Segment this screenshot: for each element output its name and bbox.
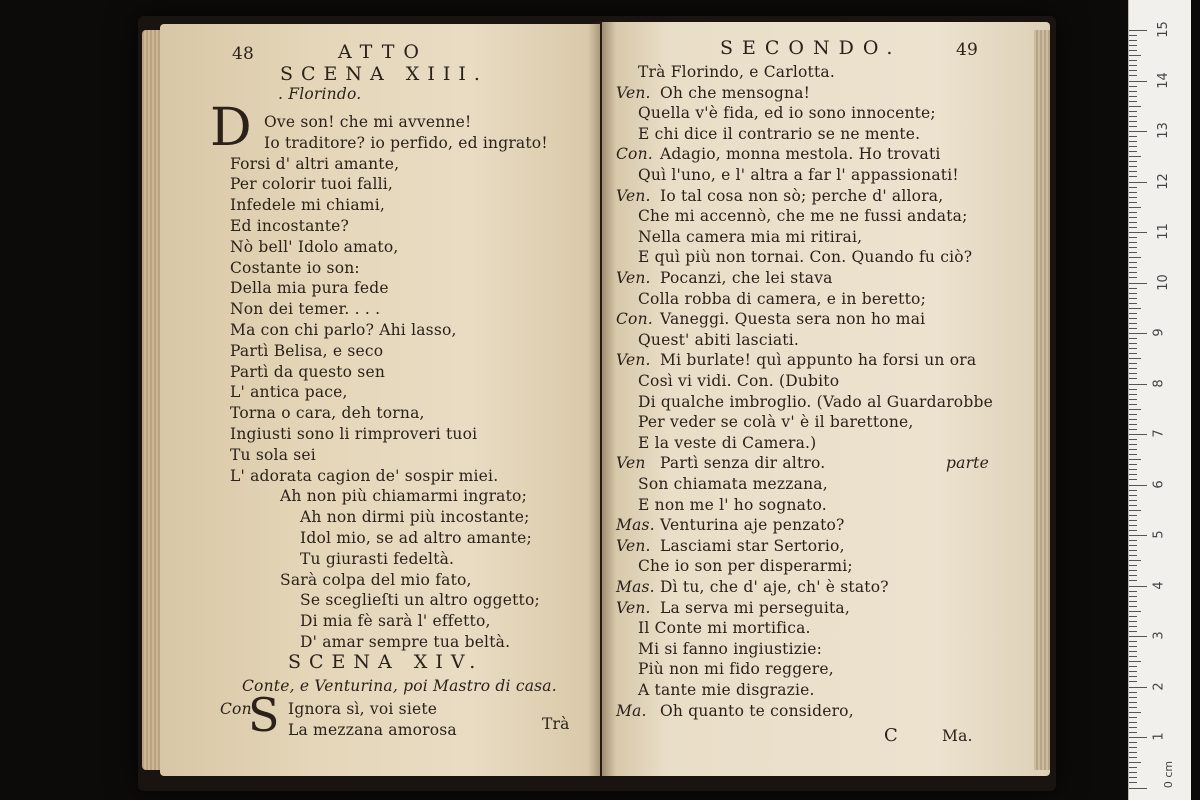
- ruler-tick: [1129, 116, 1137, 117]
- verse-line: Più non mi fido reggere,: [638, 660, 834, 679]
- ruler-tick: [1129, 606, 1137, 607]
- ruler-tick: [1129, 772, 1137, 773]
- speaker-label: Mas.: [616, 578, 655, 596]
- measurement-ruler: [1128, 0, 1191, 800]
- speaker-label: Ma.: [616, 701, 647, 720]
- verse-line: Nella camera mia mi ritirai,: [638, 227, 863, 246]
- verse-line: Quest' abiti lasciati.: [638, 330, 800, 349]
- ruler-tick: [1129, 283, 1147, 284]
- signature-mark: C: [884, 725, 898, 746]
- ruler-tick: [1129, 222, 1137, 223]
- ruler-tick: [1129, 469, 1137, 470]
- verse-line: E non me l' ho sognato.: [638, 495, 827, 514]
- verse-line: Oh che mensogna!: [660, 83, 811, 102]
- ruler-tick: [1129, 510, 1141, 511]
- ruler-tick: [1129, 86, 1137, 87]
- ruler-tick: [1129, 449, 1137, 450]
- verse-line: Oh quanto te considero,: [660, 701, 854, 720]
- ruler-tick: [1129, 288, 1137, 289]
- scene-title: SCENA XIII.: [280, 63, 488, 85]
- ruler-tick: [1129, 782, 1137, 783]
- stage-direction: parte: [946, 454, 989, 472]
- speaker-label: Con.: [616, 145, 653, 164]
- ruler-tick: [1129, 485, 1147, 486]
- verse-line: Ed incostante?: [230, 217, 350, 235]
- speaker-label: Ven.: [616, 186, 651, 205]
- ruler-tick: [1129, 717, 1137, 718]
- page-number: 48: [232, 44, 255, 64]
- verse-line: D' amar sempre tua beltà.: [300, 633, 511, 651]
- ruler-tick: [1129, 495, 1137, 496]
- ruler-number: 1: [1151, 732, 1167, 741]
- ruler-tick: [1129, 126, 1137, 127]
- ruler-tick: [1129, 575, 1137, 576]
- verse-line: La serva mi perseguita,: [660, 598, 850, 617]
- verse-line: Quì l'uno, e l' altra a far l' appassionati!: [638, 166, 959, 184]
- verse-line: Venturina aje penzato?: [660, 516, 845, 535]
- ruler-tick: [1129, 616, 1137, 617]
- speaker-label: Ven: [616, 454, 646, 473]
- ruler-tick: [1129, 202, 1137, 203]
- ruler-tick: [1129, 353, 1137, 354]
- ruler-tick: [1129, 656, 1137, 657]
- ruler-tick: [1129, 156, 1141, 157]
- ruler-tick: [1129, 161, 1137, 162]
- ruler-tick: [1129, 151, 1137, 152]
- ruler-tick: [1129, 338, 1137, 339]
- verse-line: Quella v'è fida, ed io sono innocente;: [638, 104, 936, 123]
- verse-line: E chi dice il contrario se ne mente.: [638, 124, 921, 143]
- ruler-tick: [1129, 676, 1137, 677]
- ruler-tick: [1129, 141, 1137, 142]
- verse-line: Torna o cara, deh torna,: [230, 404, 425, 423]
- ruler-tick: [1129, 242, 1137, 243]
- ruler-tick: [1129, 626, 1137, 627]
- scene-characters: . Florindo.: [278, 85, 362, 103]
- scene-title-2: SCENA XIV.: [288, 651, 484, 673]
- ruler-tick: [1129, 60, 1137, 61]
- ruler-tick: [1129, 490, 1137, 491]
- ruler-tick: [1129, 45, 1137, 46]
- verse-line: Partì da questo sen: [230, 362, 386, 381]
- verse-line: Ah non dirmi più incostante;: [300, 508, 530, 527]
- ruler-tick: [1129, 75, 1137, 76]
- ruler-number: 3: [1151, 631, 1167, 640]
- ruler-tick: [1129, 399, 1137, 400]
- ruler-tick: [1129, 474, 1137, 475]
- ruler-tick: [1129, 96, 1137, 97]
- ruler-tick: [1129, 767, 1137, 768]
- ruler-number: 15: [1155, 21, 1171, 38]
- ruler-tick: [1129, 459, 1141, 460]
- ruler-tick: [1129, 333, 1147, 334]
- ruler-tick: [1129, 641, 1137, 642]
- ruler-tick: [1129, 373, 1137, 374]
- ruler-tick: [1129, 444, 1137, 445]
- verse-line: Io tal cosa non sò; perche d' allora,: [660, 186, 944, 205]
- ruler-tick: [1129, 384, 1147, 385]
- ruler-tick: [1129, 722, 1137, 723]
- ruler-tick: [1129, 712, 1141, 713]
- ruler-tick: [1129, 65, 1137, 66]
- ruler-tick: [1129, 40, 1137, 41]
- speaker-label: Con.: [616, 310, 653, 329]
- page-number: 49: [956, 40, 979, 60]
- ruler-tick: [1129, 702, 1137, 703]
- ruler-tick: [1129, 262, 1137, 263]
- verse-line: Che io son per disperarmi;: [638, 557, 853, 576]
- verse-line: Costante io son:: [230, 258, 360, 277]
- ruler-number: 4: [1151, 580, 1167, 590]
- ruler-tick: [1129, 525, 1137, 526]
- ruler-tick: [1129, 146, 1137, 147]
- ruler-tick: [1129, 217, 1137, 218]
- ruler-tick: [1129, 697, 1137, 698]
- running-header: ATTO: [338, 41, 428, 63]
- ruler-tick: [1129, 666, 1137, 667]
- verse-line: Non dei temer. . . .: [230, 300, 381, 319]
- ruler-tick: [1129, 293, 1137, 294]
- verse-line: E la veste di Camera.): [638, 433, 817, 452]
- ruler-tick: [1129, 732, 1137, 733]
- ruler-tick: [1129, 742, 1137, 743]
- ruler-tick: [1129, 762, 1141, 763]
- ruler-tick: [1129, 187, 1137, 188]
- verse-line: Di qualche imbroglio. (Vado al Guardarobbe: [638, 392, 993, 411]
- ruler-number: 14: [1155, 71, 1171, 89]
- ruler-tick: [1129, 692, 1137, 693]
- ruler-tick: [1129, 343, 1137, 344]
- ruler-number: 9: [1151, 328, 1167, 337]
- verse-line: Per veder se colà v' è il barettone,: [638, 413, 914, 432]
- ruler-tick: [1129, 570, 1137, 571]
- verse-line: Colla robba di camera, e in beretto;: [638, 289, 926, 308]
- ruler-tick: [1129, 131, 1147, 132]
- ruler-tick: [1129, 171, 1137, 172]
- ruler-tick: [1129, 212, 1137, 213]
- verse-line: E quì più non tornai. Con. Quando fu ciò?: [638, 248, 973, 267]
- ruler-tick: [1129, 166, 1137, 167]
- ruler-number: 13: [1155, 122, 1171, 139]
- verse-line: A tante mie disgrazie.: [638, 681, 815, 699]
- ruler-tick: [1129, 520, 1137, 521]
- ruler-tick: [1129, 328, 1137, 329]
- verse-line: Vaneggi. Questa sera non ho mai: [660, 310, 926, 329]
- ruler-tick: [1129, 257, 1141, 258]
- ruler-tick: [1129, 313, 1137, 314]
- ruler-tick: [1129, 363, 1137, 364]
- verse-line: Della mia pura fede: [230, 279, 389, 298]
- ruler-tick: [1129, 252, 1137, 253]
- verse-line: Ma con chi parlo? Ahi lasso,: [230, 321, 457, 339]
- ruler-tick: [1129, 30, 1147, 31]
- speaker-label: Ven.: [616, 351, 651, 370]
- ruler-tick: [1129, 81, 1147, 82]
- verse-line: Dì tu, che d' aje, ch' è stato?: [660, 578, 889, 596]
- verse-line: Per colorir tuoi falli,: [230, 175, 394, 194]
- verse-line: Nò bell' Idolo amato,: [230, 237, 399, 256]
- ruler-tick: [1129, 232, 1147, 233]
- verse-line: Mi si fanno ingiustizie:: [638, 639, 823, 658]
- verse-line: Partì Belisa, e seco: [230, 341, 384, 360]
- ruler-tick: [1129, 550, 1137, 551]
- ruler-tick: [1129, 586, 1147, 587]
- verse-line: L' adorata cagion de' sospir miei.: [230, 466, 499, 485]
- running-header: SECONDO.: [720, 37, 902, 59]
- ruler-number: 10: [1155, 273, 1171, 291]
- verse-line: Adagio, monna mestola. Ho trovati: [660, 145, 941, 164]
- verse-line: Il Conte mi mortifica.: [638, 619, 811, 638]
- ruler-tick: [1129, 661, 1141, 662]
- page-edges-right: [1034, 30, 1050, 770]
- verse-line: Pocanzi, che lei stava: [660, 269, 833, 287]
- verse-line: Tu giurasti fedeltà.: [300, 549, 455, 568]
- verse-line: Son chiamata mezzana,: [638, 475, 828, 493]
- verse-line: Ove son! che mi avvenne!: [264, 113, 472, 131]
- ruler-tick: [1129, 323, 1137, 324]
- ruler-tick: [1129, 277, 1137, 278]
- ruler-tick: [1129, 318, 1137, 319]
- ruler-tick: [1129, 555, 1137, 556]
- speaker-label: Ven.: [616, 536, 651, 555]
- ruler-number: 11: [1155, 223, 1171, 240]
- verse-line: Ah non più chiamarmi ingrato;: [280, 487, 528, 506]
- ruler-tick: [1129, 747, 1137, 748]
- catchword: Ma.: [942, 727, 973, 745]
- ruler-number: 6: [1151, 479, 1167, 489]
- ruler-tick: [1129, 596, 1137, 597]
- ruler-tick: [1129, 106, 1141, 107]
- ruler-tick: [1129, 707, 1137, 708]
- ruler-tick: [1129, 788, 1147, 789]
- verse-line: La mezzana amorosa: [288, 721, 457, 739]
- ruler-tick: [1129, 687, 1147, 688]
- speaker-label: Ven.: [616, 269, 651, 287]
- verse-line: Se sceglieſti un altro oggetto;: [300, 591, 540, 610]
- verse-line: Tu sola sei: [230, 445, 316, 464]
- ruler-tick: [1129, 176, 1137, 177]
- left-page: [160, 24, 600, 776]
- verse-line: Lasciami star Sertorio,: [660, 536, 845, 555]
- ruler-tick: [1129, 308, 1141, 309]
- ruler-tick: [1129, 500, 1137, 501]
- ruler-tick: [1129, 580, 1137, 581]
- ruler-tick: [1129, 389, 1137, 390]
- ruler-tick: [1129, 737, 1147, 738]
- ruler-tick: [1129, 752, 1137, 753]
- ruler-tick: [1129, 419, 1137, 420]
- verse-line: Io traditore? io perfido, ed ingrato!: [264, 133, 548, 152]
- verse-line: Ingiusti sono li rimproveri tuoi: [230, 425, 478, 443]
- ruler-tick: [1129, 479, 1137, 480]
- verse-line: Di mia fè sarà l' effetto,: [300, 612, 491, 631]
- ruler-tick: [1129, 464, 1137, 465]
- ruler-tick: [1129, 91, 1137, 92]
- ruler-tick: [1129, 358, 1141, 359]
- ruler-tick: [1129, 298, 1137, 299]
- ruler-tick: [1129, 378, 1137, 379]
- ruler-tick: [1129, 303, 1137, 304]
- ruler-tick: [1129, 267, 1137, 268]
- ruler-tick: [1129, 591, 1137, 592]
- ruler-tick: [1129, 727, 1137, 728]
- ruler-tick: [1129, 101, 1137, 102]
- ruler-tick: [1129, 651, 1137, 652]
- verse-line: Così vi vidi. Con. (Dubito: [638, 372, 840, 390]
- ruler-tick: [1129, 540, 1137, 541]
- ruler-tick: [1129, 434, 1147, 435]
- ruler-tick: [1129, 237, 1137, 238]
- ruler-tick: [1129, 611, 1141, 612]
- ruler-tick: [1129, 560, 1141, 561]
- verse-line: L' antica pace,: [230, 383, 348, 402]
- ruler-tick: [1129, 646, 1137, 647]
- ruler-tick: [1129, 192, 1137, 193]
- ruler-tick: [1129, 409, 1141, 410]
- ruler-tick: [1129, 136, 1137, 137]
- verse-line: Forsi d' altri amante,: [230, 154, 400, 173]
- ruler-tick: [1129, 414, 1137, 415]
- verse-line: Sarà colpa del mio fato,: [280, 570, 472, 589]
- ruler-tick: [1129, 272, 1137, 273]
- ruler-number: 2: [1151, 681, 1167, 691]
- ruler-tick: [1129, 424, 1137, 425]
- ruler-tick: [1129, 681, 1137, 682]
- ruler-tick: [1129, 227, 1137, 228]
- ruler-number: 8: [1151, 378, 1167, 388]
- ruler-tick: [1129, 565, 1137, 566]
- verse-line: Partì senza dir altro.: [660, 454, 826, 473]
- ruler-tick: [1129, 671, 1137, 672]
- ruler-tick: [1129, 631, 1137, 632]
- verse-line: Idol mio, se ad altro amante;: [300, 529, 532, 547]
- ruler-tick: [1129, 454, 1137, 455]
- verse-line: Che mi accennò, che me ne fussi andata;: [638, 207, 968, 226]
- drop-cap-2: S: [248, 688, 280, 742]
- ruler-tick: [1129, 777, 1137, 778]
- ruler-tick: [1129, 439, 1137, 440]
- ruler-tick: [1129, 621, 1137, 622]
- speaker-label: Con: [220, 700, 252, 718]
- ruler-tick: [1129, 348, 1137, 349]
- catchword: Trà: [542, 715, 570, 733]
- verse-line: Infedele mi chiami,: [230, 196, 385, 215]
- book-gutter: [588, 22, 616, 776]
- speaker-label: Ven.: [616, 83, 651, 102]
- verse-line: Mi burlate! quì appunto ha forsi un ora: [660, 351, 977, 370]
- ruler-tick: [1129, 530, 1137, 531]
- scene-characters-2: Conte, e Venturina, poi Mastro di casa.: [242, 677, 557, 695]
- ruler-tick: [1129, 429, 1137, 430]
- ruler-number: 12: [1155, 172, 1171, 190]
- ruler-number: 5: [1151, 530, 1167, 539]
- speaker-label: Mas.: [616, 516, 655, 535]
- ruler-tick: [1129, 182, 1147, 183]
- ruler-tick: [1129, 121, 1137, 122]
- ruler-tick: [1129, 404, 1137, 405]
- ruler-tick: [1129, 545, 1137, 546]
- ruler-tick: [1129, 505, 1137, 506]
- ruler-number: 7: [1151, 429, 1167, 438]
- right-page: [602, 22, 1050, 776]
- ruler-tick: [1129, 70, 1137, 71]
- ruler-tick: [1129, 35, 1137, 36]
- ruler-tick: [1129, 111, 1137, 112]
- verse-line: Ignora sì, voi siete: [288, 700, 438, 718]
- ruler-tick: [1129, 207, 1141, 208]
- ruler-tick: [1129, 515, 1137, 516]
- ruler-tick: [1129, 247, 1137, 248]
- ruler-tick: [1129, 636, 1147, 637]
- verse-line: Trà Florindo, e Carlotta.: [638, 63, 835, 81]
- ruler-unit: 0 cm: [1162, 760, 1176, 789]
- ruler-tick: [1129, 535, 1147, 536]
- ruler-tick: [1129, 394, 1137, 395]
- ruler-tick: [1129, 368, 1137, 369]
- speaker-label: Ven.: [616, 598, 651, 617]
- ruler-tick: [1129, 50, 1137, 51]
- ruler-tick: [1129, 601, 1137, 602]
- ruler-tick: [1129, 55, 1141, 56]
- ruler-tick: [1129, 197, 1137, 198]
- drop-cap: D: [210, 98, 252, 158]
- page-edges-left: [142, 30, 162, 770]
- ruler-tick: [1129, 757, 1137, 758]
